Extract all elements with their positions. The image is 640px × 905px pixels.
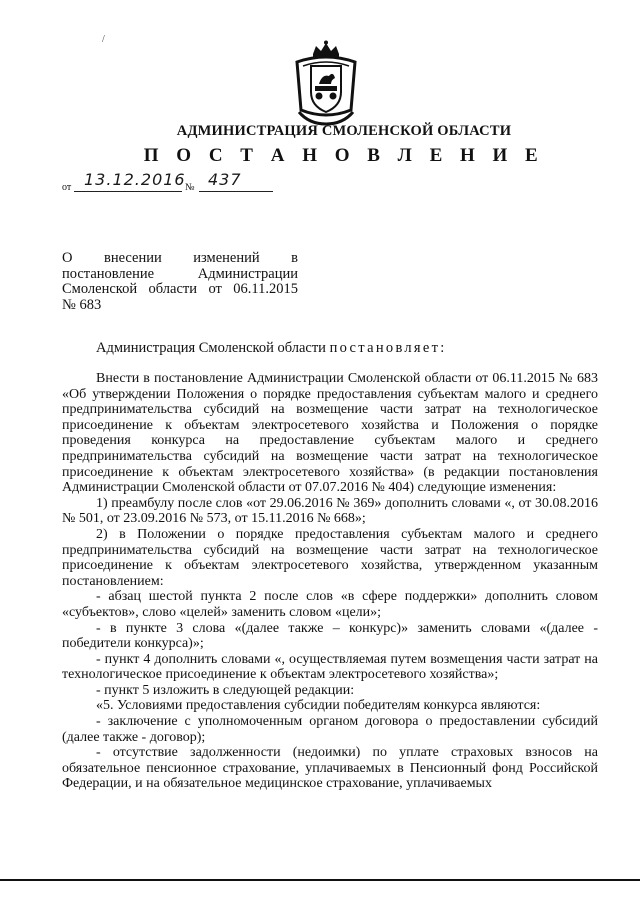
subject-line: О внесении изменений в [62, 250, 298, 266]
paragraph: «5. Условиями предоставления субсидии победителям конкурса являются: [96, 698, 541, 714]
paragraph: - в пункте 3 слова «(далее также – конкурс)» заменить словами «(далее - победители конкурса)»; [62, 620, 598, 652]
body-text [62, 371, 598, 792]
number-handwritten: 437 [208, 170, 242, 189]
organization-heading: АДМИНИСТРАЦИЯ СМОЛЕНСКОЙ ОБЛАСТИ [176, 123, 512, 139]
paragraph: - заключение с уполномоченным органом договора о предоставлении субсидий (далее также - договор); [62, 714, 598, 745]
paragraph: - отсутствие задолженности (недоимки) по уплате страховых взносов на обязательное пенсионное страхование, уплачиваемых в Пенсионный фонд Российской Федерации, и на обязательное медицинское страхование, уплачиваемых [62, 745, 598, 792]
paragraph: 1) преамбулу после слов «от 29.06.2016 № 369» дополнить словами «, от 30.08.2016 № 501, от 23.09.2016 № 573, от 15.11.2016 № 668»; [62, 495, 598, 527]
smolensk-coat-of-arms-icon [289, 40, 363, 126]
date-handwritten: 13.12.2016 [84, 170, 186, 189]
document-type-title: П О С Т А Н О В Л Е Н И Е [143, 145, 545, 166]
subject-line: Смоленской области от 06.11.2015 [62, 281, 298, 297]
paragraph: - пункт 4 дополнить словами «, осуществляемая путем возмещения части затрат на технологическое присоединение к объектам электросетевого хозяйства»; [62, 651, 598, 683]
paragraph: - пункт 5 изложить в следующей редакции: [96, 682, 355, 698]
date-from-label: от [62, 182, 72, 193]
bottom-scan-edge [0, 879, 640, 881]
resolve-lead: Администрация Смоленской области [96, 340, 330, 356]
date-underline [74, 191, 182, 192]
subject-block [62, 251, 298, 313]
stray-mark: / [102, 34, 105, 45]
subject-line: № 683 [62, 296, 102, 313]
paragraph: Внести в постановление Администрации Смоленской области от 06.11.2015 № 683 «Об утверждении Положения о порядке предоставления субъектам малого и среднего предпринимательства субсидий на возмещение части затрат на технологическое присоединение к объектам электросетевого хозяйства и Положения о порядке проведения конкурса на предоставление субъектам малого и среднего предпринимательства субсидий на возмещение части затрат на технологическое присоединение к объектам электросетевого хозяйства» (в редакции постановления Администрации Смоленской области от 07.07.2016 № 404) следующие изменения: [62, 371, 598, 496]
resolve-spaced-word: постановляет: [329, 340, 447, 356]
number-label: № [185, 182, 195, 193]
paragraph: 2) в Положении о порядке предоставления субъектам малого и среднего предпринимательства субсидий на возмещение части затрат на технологическое присоединение к объектам электросетевого хозяйства, утвержденном указанным постановлением: [62, 526, 598, 589]
paragraph: - абзац шестой пункта 2 после слов «в сфере поддержки» дополнить словом «субъектов», слово «целей» заменить словом «цели»; [62, 589, 598, 620]
number-underline [199, 191, 273, 192]
resolve-line [96, 340, 447, 357]
subject-line: постановление Администрации [62, 265, 298, 282]
date-number-line [62, 170, 302, 194]
